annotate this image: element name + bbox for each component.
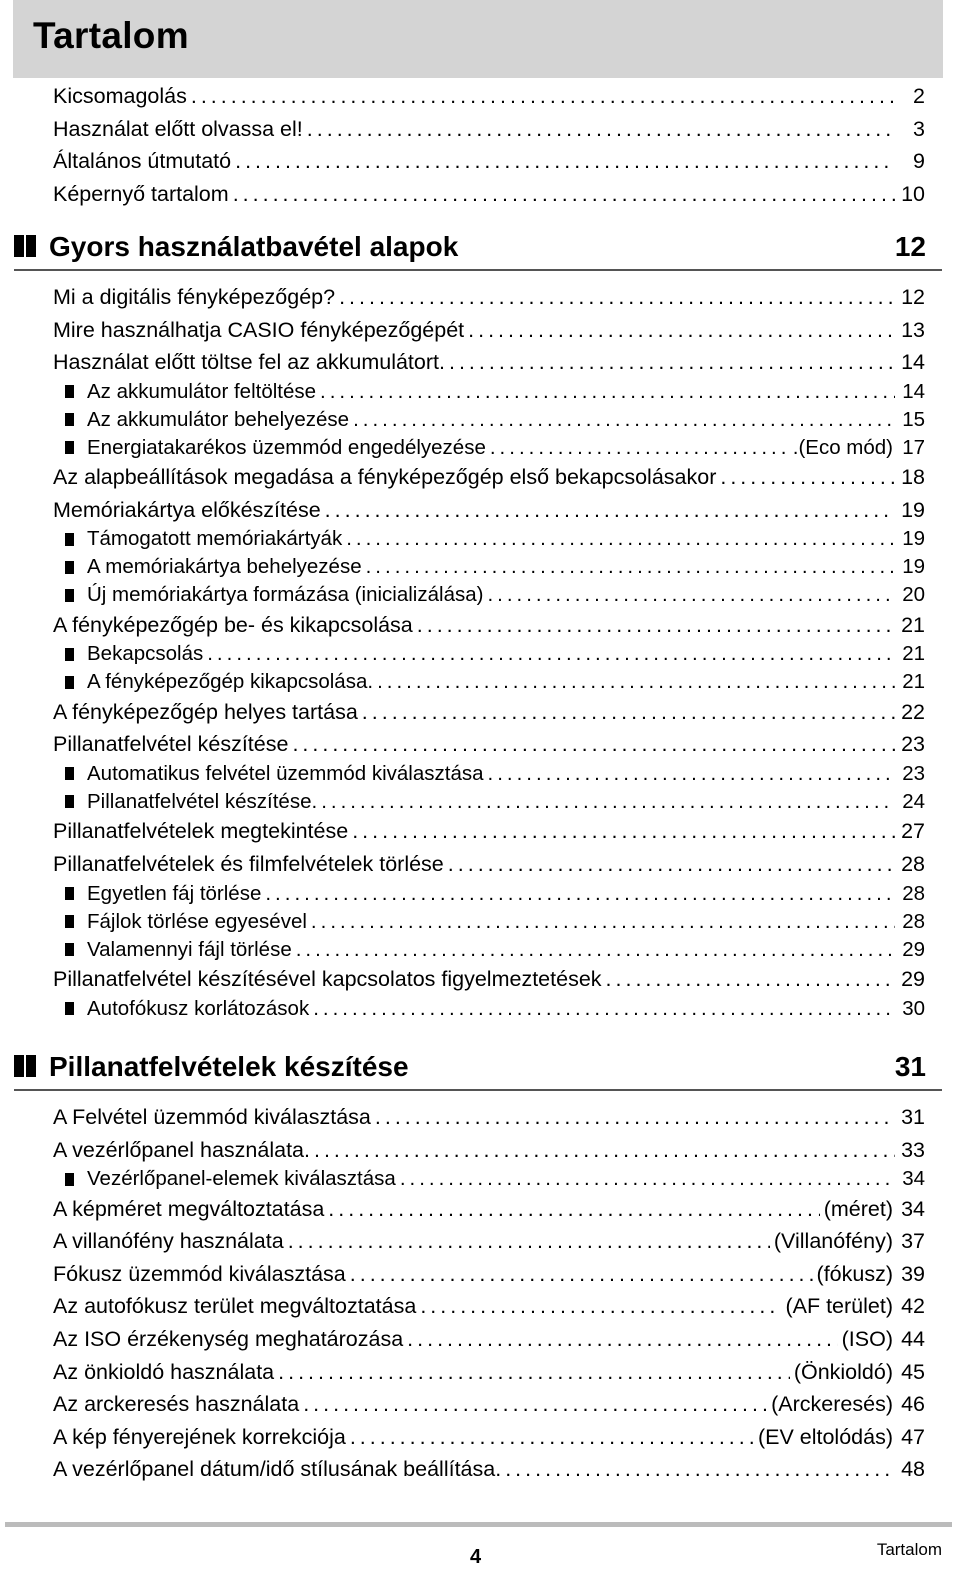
toc-entry-label: Bekapcsolás	[87, 642, 204, 666]
toc-entry-page: 33	[901, 1137, 925, 1162]
toc-entry-label: Pillanatfelvétel készítése.	[87, 789, 318, 813]
toc-entry-label: Az ISO érzékenység meghatározása	[53, 1327, 404, 1351]
toc-entry[interactable]	[53, 182, 925, 207]
toc-entry-label: Autofókusz korlátozások	[87, 996, 310, 1020]
toc-entry-note: (méret)	[823, 1196, 893, 1221]
toc-entry-page: 23	[902, 761, 925, 785]
toc-entry-page: 23	[901, 732, 925, 757]
dot-leader	[296, 938, 895, 962]
dot-leader	[207, 642, 895, 666]
toc-entry-page: 9	[913, 149, 925, 174]
toc-entry-page: 44	[901, 1327, 925, 1351]
toc-subentry[interactable]	[65, 670, 925, 694]
toc-subentry[interactable]	[65, 910, 925, 934]
toc-entry-page: 27	[901, 819, 925, 844]
toc-entry-label: Mire használhatja CASIO fényképezőgépét	[53, 317, 465, 342]
dot-leader	[233, 182, 895, 207]
toc-entry[interactable]	[53, 1294, 925, 1319]
dot-leader	[449, 350, 895, 375]
dot-leader	[350, 1262, 813, 1287]
toc-entry-page: 19	[901, 497, 925, 522]
toc-entry[interactable]	[53, 852, 925, 877]
toc-subentry[interactable]	[65, 642, 925, 666]
toc-entry[interactable]	[53, 498, 925, 523]
toc-entry-page: 18	[901, 465, 925, 490]
toc-entry-page: 22	[901, 699, 925, 724]
dot-leader	[313, 997, 895, 1021]
toc-entry-label: Pillanatfelvételek megtekintése	[53, 819, 349, 844]
toc-entry-page: 12	[901, 285, 925, 309]
toc-entry-page: 29	[901, 967, 925, 991]
toc-entry-label: Pillanatfelvételek és filmfelvételek törlése	[53, 852, 444, 876]
toc-entry[interactable]	[53, 1327, 925, 1352]
square-bullet-icon	[65, 767, 74, 780]
dot-leader	[350, 1425, 754, 1450]
dot-leader	[292, 732, 895, 757]
dot-leader	[235, 149, 895, 174]
square-bullet-icon	[65, 648, 74, 661]
toc-entry[interactable]	[53, 465, 925, 490]
toc-entry-page: 17	[902, 435, 925, 459]
toc-entry-label: Az arckeresés használata	[53, 1392, 300, 1417]
dot-leader	[488, 762, 895, 786]
toc-entry-note: (ISO)	[841, 1327, 893, 1351]
toc-entry-page: 19	[902, 527, 925, 551]
toc-entry-page: 14	[901, 350, 925, 375]
section-title: Gyors használatbavétel alapok	[49, 231, 459, 262]
toc-subentry[interactable]	[65, 762, 925, 786]
toc-subentry[interactable]	[65, 997, 925, 1021]
toc-entry-label: A Felvétel üzemmód kiválasztása	[53, 1105, 371, 1129]
toc-subentry[interactable]	[65, 1167, 925, 1191]
section-heading[interactable]	[14, 1045, 942, 1091]
toc-entry-page: 34	[901, 1196, 925, 1221]
square-bullet-icon	[65, 943, 74, 956]
section-page: 12	[894, 231, 926, 262]
toc-entry-label: Fókusz üzemmód kiválasztása	[53, 1261, 346, 1286]
toc-entry-page: 45	[901, 1359, 925, 1384]
toc-entry[interactable]	[53, 149, 925, 174]
dot-leader	[490, 436, 789, 460]
toc-entry-page: 21	[902, 670, 925, 694]
dot-leader	[320, 380, 895, 404]
toc-subentry[interactable]	[65, 790, 925, 814]
toc-entry-label: Egyetlen fáj törlése	[87, 881, 262, 905]
toc-entry-label: Az alapbeállítások megadása a fényképezőgép első bekapcsolásakor	[53, 465, 717, 490]
toc-entry-label: A vezérlőpanel használata.	[53, 1137, 310, 1162]
dot-leader	[720, 465, 895, 490]
toc-entry-page: 3	[913, 116, 925, 141]
toc-entry-label: A memóriakártya behelyezése	[87, 555, 362, 579]
toc-entry-label: Képernyő tartalom	[53, 181, 229, 206]
toc-entry-page: 48	[901, 1457, 925, 1482]
toc-entry-note: (Villanófény)	[773, 1229, 893, 1254]
toc-entry-page: 14	[902, 379, 925, 403]
toc-entry-label: A fényképezőgép kikapcsolása.	[87, 670, 374, 694]
toc-entry-page: 2	[913, 84, 925, 108]
section-title: Pillanatfelvételek készítése	[49, 1051, 409, 1082]
toc-entry-page: 15	[902, 407, 925, 431]
toc-subentry[interactable]	[65, 555, 925, 579]
toc-entry-page: 37	[901, 1229, 925, 1254]
toc-entry[interactable]	[53, 1262, 925, 1287]
toc-entry-label: A villanófény használata	[53, 1229, 284, 1254]
toc-entry-label: Kicsomagolás	[53, 84, 187, 108]
toc-subentry[interactable]	[65, 380, 925, 404]
toc-entry-page: 28	[902, 881, 925, 905]
toc-entry-page: 34	[902, 1167, 925, 1191]
toc-entry-label: Új memóriakártya formázása (inicializálása)	[87, 583, 484, 607]
dot-leader	[362, 700, 895, 725]
toc-entry-label: Támogatott memóriakártyák	[87, 527, 343, 551]
dot-leader	[325, 498, 895, 523]
section-rule	[14, 1089, 942, 1091]
toc-entry-label: Pillanatfelvétel készítése	[53, 732, 289, 757]
toc-entry-note: .(Eco mód)	[792, 435, 893, 459]
toc-entry-label: Az autofókusz terület megváltoztatása	[53, 1294, 417, 1319]
toc-entry-page: 28	[902, 909, 925, 933]
toc-entry[interactable]	[53, 1392, 925, 1417]
toc-entry[interactable]	[53, 1197, 925, 1222]
toc-subentry[interactable]	[65, 408, 925, 432]
toc-entry-note: (Önkioldó)	[793, 1359, 893, 1384]
toc-entry-label: Általános útmutató	[53, 149, 232, 174]
toc-entry-label: Memóriakártya előkészítése	[53, 497, 321, 522]
toc-entry-page: 20	[902, 583, 925, 607]
toc-entry[interactable]	[53, 967, 925, 992]
dot-leader	[375, 1105, 895, 1130]
dot-leader	[487, 583, 895, 607]
dot-leader	[278, 1360, 790, 1385]
toc-entry[interactable]	[53, 700, 925, 725]
toc-entry-label: A fényképezőgép be- és kikapcsolása	[53, 612, 413, 637]
toc-entry-page: 19	[902, 555, 925, 579]
page-number: 4	[470, 1546, 482, 1568]
toc-entry[interactable]	[53, 1457, 925, 1482]
dot-leader	[377, 670, 895, 694]
toc-entry-label: Automatikus felvétel üzemmód kiválasztása	[87, 761, 484, 785]
section-marker-icon	[14, 235, 38, 257]
toc-entry[interactable]	[53, 285, 925, 310]
toc-entry-page: 13	[901, 317, 925, 342]
dot-leader	[288, 1229, 770, 1254]
dot-leader	[505, 1457, 895, 1482]
toc-entry-label: Használat előtt töltse fel az akkumulátort.	[53, 350, 445, 375]
square-bullet-icon	[65, 1002, 74, 1015]
toc-entry-label: A fényképezőgép helyes tartása	[53, 699, 358, 724]
dot-leader	[420, 1294, 781, 1319]
toc-entry[interactable]	[53, 1425, 925, 1450]
dot-leader	[366, 555, 895, 579]
toc-entry-label: Az akkumulátor feltöltése	[87, 379, 317, 403]
dot-leader	[265, 882, 895, 906]
toc-entry-label: A vezérlőpanel dátum/idő stílusának beállítása.	[53, 1457, 502, 1482]
toc-entry-page: 47	[901, 1424, 925, 1449]
toc-entry-page: 21	[902, 642, 925, 666]
dot-leader	[407, 1327, 837, 1352]
toc-entry[interactable]	[53, 1138, 925, 1163]
toc-entry[interactable]	[53, 613, 925, 638]
dot-leader	[353, 408, 895, 432]
toc-entry-label: Használat előtt olvassa el!	[53, 116, 303, 141]
toc-entry-page: 31	[901, 1105, 925, 1129]
toc-entry[interactable]	[53, 350, 925, 375]
toc-entry-label: Pillanatfelvétel készítésével kapcsolatos figyelmeztetések	[53, 967, 602, 991]
toc-entry-page: 46	[901, 1392, 925, 1417]
footer-label: Tartalom	[876, 1540, 942, 1559]
dot-leader	[303, 1392, 767, 1417]
footer-rule	[5, 1522, 952, 1527]
dot-leader	[448, 852, 895, 877]
dot-leader	[417, 613, 895, 638]
toc-subentry[interactable]	[65, 938, 925, 962]
toc-entry-label: Vezérlőpanel-elemek kiválasztása	[87, 1167, 396, 1191]
toc-entry-note: (Arckeresés)	[771, 1392, 893, 1417]
dot-leader	[400, 1167, 895, 1191]
square-bullet-icon	[65, 561, 74, 574]
toc-entry-page: 29	[902, 937, 925, 961]
section-page: 31	[894, 1051, 926, 1082]
square-bullet-icon	[65, 887, 74, 900]
section-rule	[14, 269, 942, 271]
toc-entry-label: Energiatakarékos üzemmód engedélyezése	[87, 435, 486, 459]
toc-entry-note: (EV eltolódás)	[757, 1424, 893, 1449]
toc-entry[interactable]	[53, 84, 925, 109]
square-bullet-icon	[65, 385, 74, 398]
square-bullet-icon	[65, 915, 74, 928]
toc-entry-label: Az akkumulátor behelyezése	[87, 407, 350, 431]
toc-entry-page: 10	[901, 181, 925, 206]
dot-leader	[468, 318, 895, 343]
dot-leader	[307, 117, 895, 142]
toc-entry-note: (AF terület)	[785, 1294, 893, 1319]
toc-entry[interactable]	[53, 819, 925, 844]
square-bullet-icon	[65, 589, 74, 602]
square-bullet-icon	[65, 676, 74, 689]
toc-entry-note: (fókusz)	[816, 1261, 893, 1286]
square-bullet-icon	[65, 533, 74, 546]
toc-entry[interactable]	[53, 732, 925, 757]
section-heading[interactable]	[14, 225, 942, 271]
toc-entry-label: Fájlok törlése egyesével	[87, 909, 307, 933]
toc-entry[interactable]	[53, 117, 925, 142]
toc-entry-page: 21	[901, 612, 925, 637]
dot-leader	[321, 790, 895, 814]
toc-entry-page: 24	[902, 789, 925, 813]
toc-entry[interactable]	[53, 1105, 925, 1130]
toc-entry-label: A képméret megváltoztatása	[53, 1196, 325, 1221]
toc-subentry[interactable]	[65, 436, 925, 460]
dot-leader	[352, 819, 895, 844]
toc-entry[interactable]	[53, 318, 925, 343]
toc-entry[interactable]	[53, 1360, 925, 1385]
toc-subentry[interactable]	[65, 583, 925, 607]
toc-entry-label: Az önkioldó használata	[53, 1359, 275, 1384]
dot-leader	[328, 1197, 819, 1222]
square-bullet-icon	[65, 1173, 74, 1186]
toc-entry-label: Valamennyi fájl törlése	[87, 937, 292, 961]
toc-entry[interactable]	[53, 1229, 925, 1254]
square-bullet-icon	[65, 441, 74, 454]
toc-subentry[interactable]	[65, 527, 925, 551]
dot-leader	[339, 285, 895, 310]
dot-leader	[311, 910, 895, 934]
page-title: Tartalom	[33, 15, 189, 56]
title-bar	[13, 0, 943, 78]
toc-entry-label: A kép fényerejének korrekciója	[53, 1424, 346, 1449]
square-bullet-icon	[65, 413, 74, 426]
dot-leader	[191, 84, 895, 109]
toc-entry-page: 28	[901, 852, 925, 876]
dot-leader	[606, 967, 895, 992]
square-bullet-icon	[65, 795, 74, 808]
toc-entry-label: Mi a digitális fényképezőgép?	[53, 285, 336, 309]
toc-subentry[interactable]	[65, 882, 925, 906]
toc-entry-page: 42	[901, 1294, 925, 1319]
dot-leader	[314, 1138, 895, 1163]
section-marker-icon	[14, 1055, 38, 1077]
toc-entry-page: 39	[901, 1261, 925, 1286]
dot-leader	[346, 527, 895, 551]
toc-entry-page: 30	[902, 996, 925, 1020]
